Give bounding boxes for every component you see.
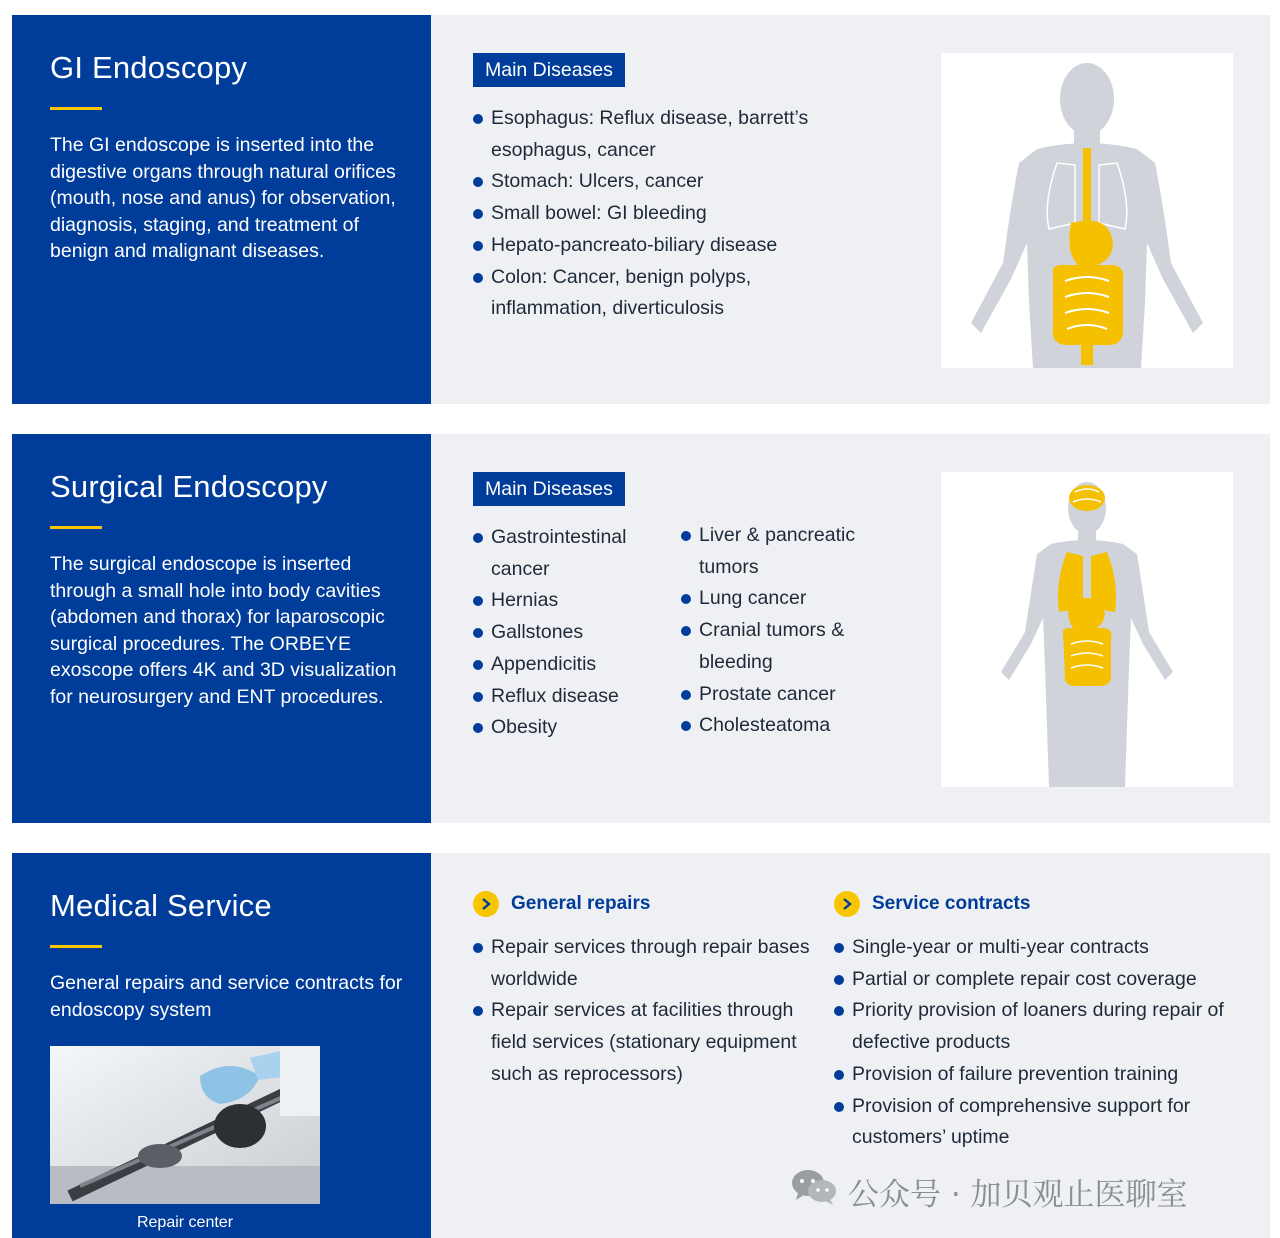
list-item: Obesity — [473, 712, 663, 744]
list-item: Small bowel: GI bleeding — [473, 198, 853, 230]
surgical-main-diseases-badge: Main Diseases — [473, 472, 625, 506]
gi-intro-panel — [12, 15, 431, 404]
list-item: Liver & pancreatic tumors — [681, 520, 891, 583]
general-repairs-heading-label: General repairs — [511, 893, 651, 914]
body-surgical-icon — [941, 472, 1233, 787]
wechat-icon — [790, 1167, 838, 1215]
list-item: Single-year or multi-year contracts — [834, 932, 1234, 964]
list-item: Colon: Cancer, benign polyps, inflammation, diverticulosis — [473, 262, 853, 325]
service-contracts-heading — [834, 891, 1030, 917]
list-item: Provision of failure prevention training — [834, 1059, 1234, 1091]
surgical-endoscopy-section — [12, 434, 1270, 823]
gi-description: The GI endoscope is inserted into the digestive organs through natural orifices (mouth, nose and anus) for observation, diagnosis, staging, and treatment of benign and malignant diseases. — [50, 134, 396, 262]
service-contracts-heading-label: Service contracts — [872, 893, 1031, 914]
list-item: Gastrointestinal cancer — [473, 522, 663, 585]
list-item: Esophagus: Reflux disease, barrett’s esophagus, cancer — [473, 103, 853, 166]
gi-title: GI Endoscopy — [50, 50, 248, 85]
service-title: Medical Service — [50, 888, 272, 923]
list-item: Hepato-pancreato-biliary disease — [473, 230, 853, 262]
surgical-disease-list-left — [473, 522, 663, 744]
service-description: General repairs and service contracts for endoscopy system — [50, 972, 403, 1021]
list-item: Gallstones — [473, 617, 663, 649]
gi-endoscopy-section — [12, 15, 1270, 404]
gi-disease-list — [473, 103, 853, 325]
list-item: Repair services at facilities through field services (stationary equipment such as reprocessors) — [473, 995, 813, 1090]
surgical-intro-panel — [12, 434, 431, 823]
list-item: Repair services through repair bases worldwide — [473, 932, 813, 995]
gi-main-diseases-badge: Main Diseases — [473, 53, 625, 87]
list-item: Priority provision of loaners during repair of defective products — [834, 995, 1234, 1058]
watermark — [790, 1167, 1188, 1215]
gi-title-rule — [50, 107, 102, 110]
general-repairs-heading — [473, 891, 650, 917]
chevron-right-icon — [834, 891, 860, 917]
chevron-right-icon — [473, 891, 499, 917]
list-item: Partial or complete repair cost coverage — [834, 964, 1234, 996]
service-intro-panel — [12, 853, 431, 1238]
service-contracts-list — [834, 932, 1234, 1154]
list-item: Lung cancer — [681, 583, 891, 615]
surgical-disease-list-right — [681, 520, 891, 742]
repair-center-photo — [50, 1046, 320, 1204]
list-item: Hernias — [473, 585, 663, 617]
list-item: Stomach: Ulcers, cancer — [473, 166, 853, 198]
surgical-title-rule — [50, 526, 102, 529]
list-item: Reflux disease — [473, 681, 663, 713]
list-item: Cranial tumors & bleeding — [681, 615, 891, 678]
list-item: Prostate cancer — [681, 679, 891, 711]
service-title-rule — [50, 945, 102, 948]
watermark-text: 公众号 · 加贝观止医聊室 — [848, 1176, 1188, 1213]
body-digestive-icon — [941, 53, 1233, 368]
list-item: Cholesteatoma — [681, 710, 891, 742]
list-item: Provision of comprehensive support for customers’ uptime — [834, 1091, 1234, 1154]
surgical-description: The surgical endoscope is inserted through a small hole into body cavities (abdomen and thorax) for laparoscopic surgical procedures. The ORBEYE exoscope offers 4K and 3D visualization for neurosurgery and ENT procedures. — [50, 553, 397, 708]
general-repairs-list — [473, 932, 813, 1091]
repair-center-caption: Repair center — [136, 1214, 234, 1231]
list-item: Appendicitis — [473, 649, 663, 681]
surgical-title: Surgical Endoscopy — [50, 469, 328, 504]
